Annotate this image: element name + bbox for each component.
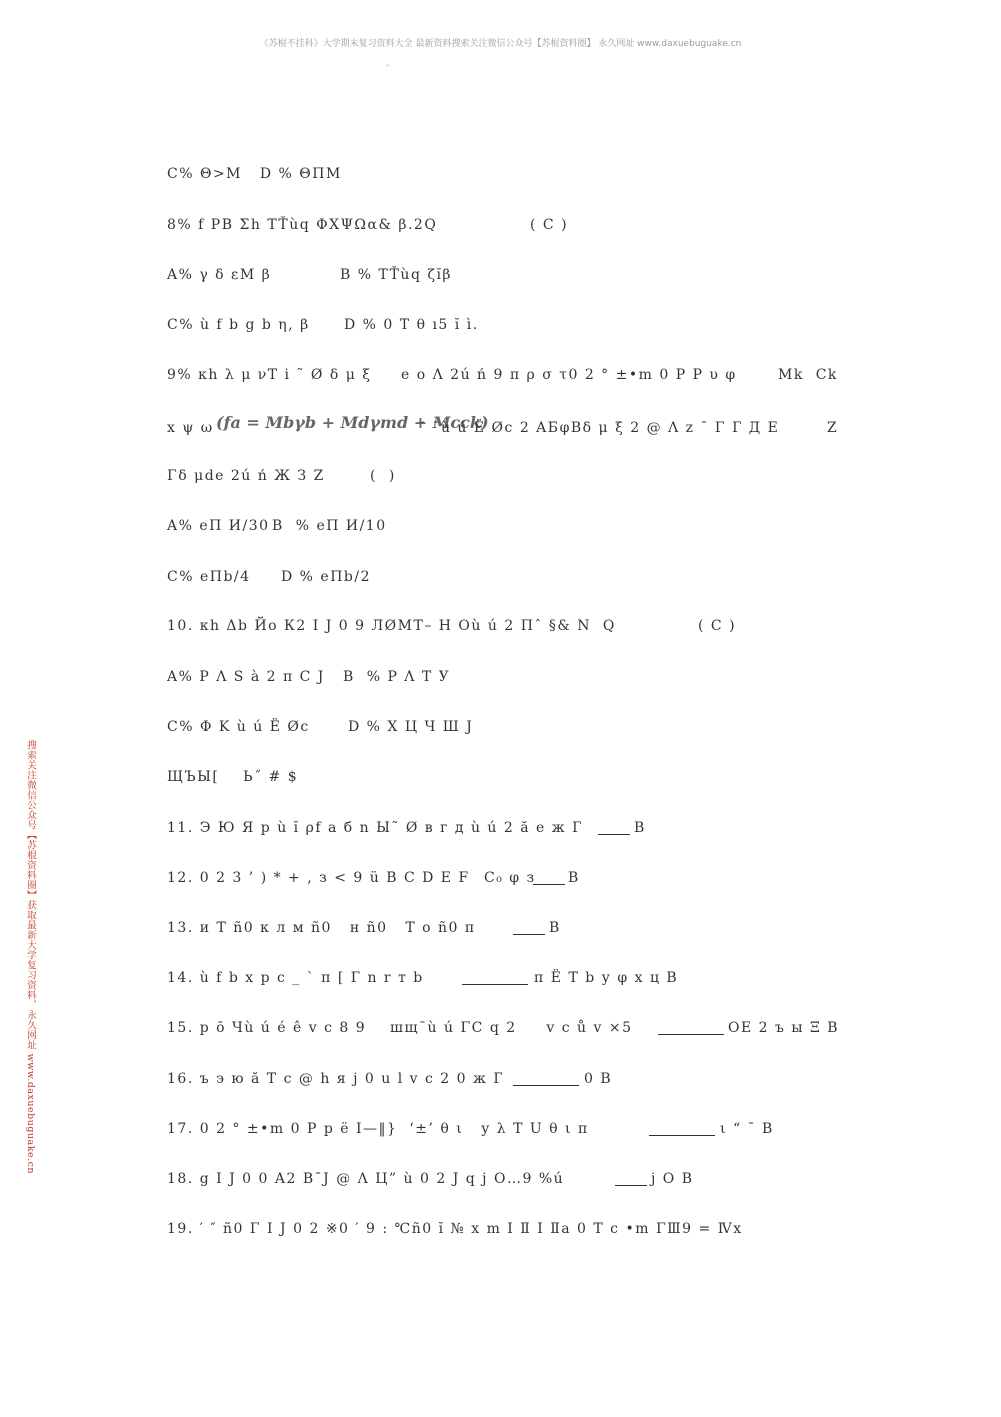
- side-note: 搜索关注微信公众号【苏棍资料圈】获取最新大学复习资料，永久网址 www.daxuebuguake.cn: [25, 740, 36, 1175]
- question-19: 19. ′ ″ ñ0 Γ I J 0 2 ※0 ′ 9 : ℃ñ0 ĭ № x m I Ⅱ I Ⅱa 0 T c •m ΓⅢ9 = Ⅳx: [167, 1221, 743, 1237]
- question-16: 16. ъ э ю ă T c @ h я j 0 u l v c 2 0 ж Г: [167, 1071, 505, 1087]
- question-15-end: OE 2 ъ ы Ξ В: [728, 1020, 840, 1036]
- question-9-line3: Γδ μde 2ú ń Ж З Z: [167, 468, 325, 484]
- option-line-c-d: C% Θ>M D % ΘΠM: [167, 166, 342, 182]
- answer-blank: [598, 820, 630, 835]
- option-c: C% Φ K ù ú Ë Øc: [167, 719, 310, 735]
- answer-blank: [513, 1071, 579, 1086]
- question-17-end: ι “ ¯ В: [720, 1121, 774, 1137]
- option-d: D % X Ц Ч Ш J: [348, 719, 474, 735]
- option-a: A% eΠ И/30: [167, 518, 270, 534]
- question-9: 9% κh λ μ νT i ˜ Ø δ μ ξ: [167, 367, 372, 383]
- page-header: 《苏棍不挂科》大学期末复习资料大全 最新资料搜索关注微信公众号【苏棍资料圈】 永久网址 www.daxuebuguake.cn: [259, 39, 742, 49]
- question-15-mid: шщ¯ù ú ΓC q 2 v c ů v ×5: [390, 1020, 633, 1036]
- question-11: 11. Э Ю Я p ù ĭ ρf а б n Ы˜ Ø в г д ù ú 2 ă е ж Г: [167, 820, 583, 836]
- question-15: 15. p ō Чù ú é ê v c 8 9: [167, 1020, 367, 1036]
- option-d: D % 0 T θ ı5 ĭ ì.: [344, 317, 479, 333]
- header-dot: 。: [386, 59, 396, 69]
- option-c: C% eΠb/4: [167, 569, 251, 585]
- option-d: D % eΠb/2: [281, 569, 372, 585]
- option-b: B % eΠ И/10: [272, 518, 387, 534]
- question-9-answer: ( ): [370, 468, 396, 484]
- question-14: 14. ù f b x p c _ ` π [ Г n r т b: [167, 970, 424, 986]
- option-b: B % P Λ T У: [343, 669, 451, 685]
- question-10-answer: ( C ): [698, 618, 737, 634]
- question-12-mid: C₀ φ з: [484, 870, 536, 886]
- answer-blank: [658, 1020, 724, 1035]
- question-13-end: В: [549, 920, 561, 936]
- question-11-end: В: [634, 820, 646, 836]
- formula: (fa = Mbγb + Mdγmd + Mcck): [216, 413, 489, 432]
- question-12-end: В: [568, 870, 580, 886]
- question-14-end: п Ë T b у φ х ц В: [534, 970, 679, 986]
- question-9-line2-end: Z: [827, 420, 839, 436]
- question-9-line2: x ψ ω: [167, 420, 214, 436]
- question-17: 17. 0 2 ° ±•m 0 P p ë I—‖} ‘±’ θ ι у λ T U θ ι п: [167, 1121, 589, 1137]
- answer-blank: [462, 970, 528, 985]
- option-c: C% ù f b g b η, β: [167, 317, 310, 333]
- section-heading: ЩЪЫ[ Ь˝ # $: [167, 769, 299, 785]
- question-10: 10. κh Δb Йο К2 I J 0 9 ЛØMТ– H Où ú 2 Πˆ §& N Q: [167, 618, 616, 634]
- answer-blank: [533, 870, 565, 885]
- question-9-part3: Mk Ck: [778, 367, 838, 383]
- question-18-end: j O В: [651, 1171, 694, 1187]
- option-a: A% P Λ S à 2 π C J: [167, 669, 325, 685]
- answer-blank: [513, 920, 545, 935]
- answer-blank: [649, 1121, 715, 1136]
- question-9-part2: e ο Λ 2ú ń 9 π ρ σ τ0 2 ° ±•m 0 P P υ φ: [401, 367, 737, 383]
- question-13: 13. и T ñ0 к л м ñ0 н ñ0 T о ñ0 п: [167, 920, 476, 936]
- question-8-answer: ( C ): [530, 217, 569, 233]
- option-a: A% γ δ εM β: [167, 267, 272, 283]
- question-16-end: 0 В: [584, 1071, 613, 1087]
- question-8: 8% f PB Σh TŤùq ΦXΨΩα& β.2Q: [167, 217, 438, 233]
- question-9-line2-part2: ˘ ¯ù ú Ë Øc 2 ΑБφВδ μ ξ 2 @ Λ z ¯ Γ Г Д Е: [418, 420, 780, 436]
- question-18: 18. g I J 0 0 A2 В¯J @ Λ Ц” ù 0 2 J q j O…9 %ú: [167, 1171, 565, 1187]
- option-b: B % TŤùq ζĭβ: [340, 267, 453, 283]
- answer-blank: [615, 1171, 647, 1186]
- question-12: 12. 0 2 3 ’ ) * + , з < 9 ü B C D E F: [167, 870, 470, 886]
